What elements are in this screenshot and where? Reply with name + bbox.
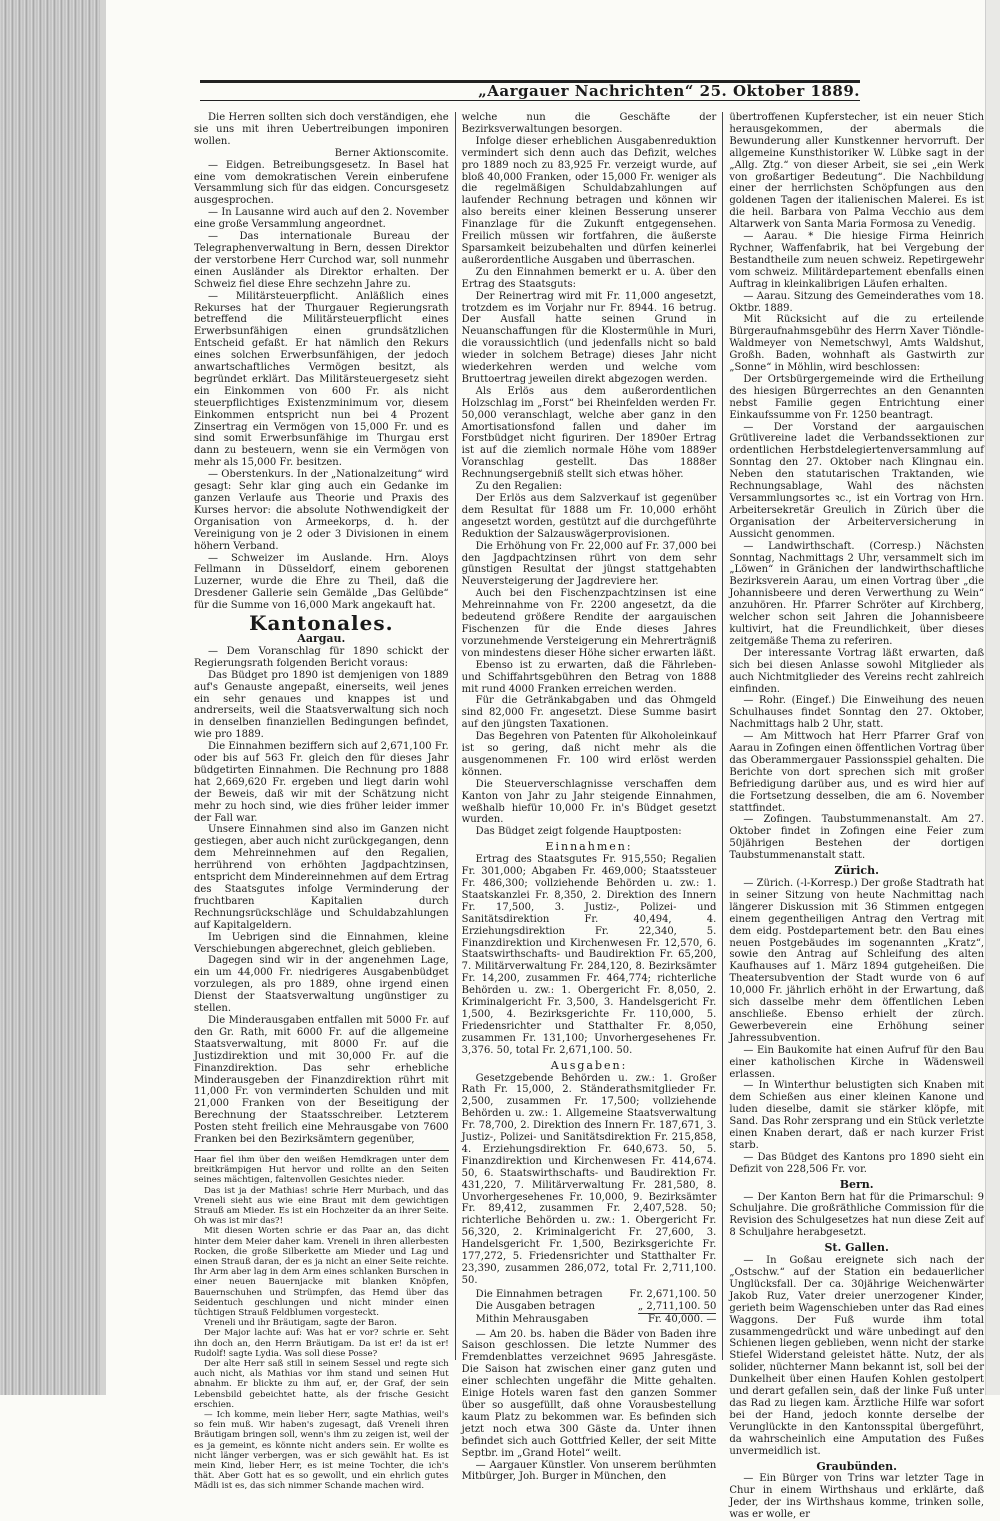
totals-label: Die Ausgaben betragen xyxy=(475,1300,595,1312)
paragraph: übertroffenen Kupferstecher, ist ein neuer Stich herausgekommen, der abermals die Bewunderung aller Kunstkenner hervorruft. Der allgemeine Kunsthistoriker W. Lübke sagt in der „Allg. Ztg.“ von dieser Arbeit, sie sei „ein Werk von großartiger Bedeutung“. Die Nachbildung einer der herrlichsten Schöpfungen aus den goldenen Tagen der italienischen Malerei. Es ist die heil. Barbara von Palma Vecchio aus dem Altarwerk von Santa Maria Formosa zu Venedig. xyxy=(729,112,985,231)
totals-value: Fr. 40,000. — xyxy=(648,1313,717,1325)
paragraph: Der interessante Vortrag läßt erwarten, daß sich bei diesen Anlasse sowohl Mitglieder als auch Nichtmitglieder des Vereins recht zahlreich einfinden. xyxy=(729,647,985,695)
masthead-rule-bottom xyxy=(200,100,860,101)
paragraph: — Zürich. (-l-Korresp.) Der große Stadtrath hat in seiner Sitzung von heute Nachmittag nach längerer Diskussion mit 36 Stimmen entgegen einem gegentheiligen Antrag den Vertrag mit dem eidg. Postdepartement betr. den Bau eines neuen Postgebäudes im sogenannten „Kratz“, sowie den Antrag auf Schleifung des alten Kaufhauses auf 1. März 1894 gutgeheißen. Die Theatersubvention der Stadt wurde von 6 auf 10,000 Fr. jährlich erhöht in der Erwartung, daß sich dasselbe mehr dem öffentlichen Leben anschließe. Ebenso erhielt der zürch. Gewerbeverein eine Erhöhung seiner Jahressubvention. xyxy=(729,878,985,1044)
heading-income: Einnahmen: xyxy=(545,840,633,854)
masthead-title: „Aargauer Nachrichten“ xyxy=(478,82,694,100)
page-edge xyxy=(985,0,1000,1395)
paragraph: Die Einnahmen beziffern sich auf 2,671,100 Fr. oder bis auf 563 Fr. gleich den für dieses Jahr büdgetirten Einnahmen. Die Rechnung pro 1888 hat 2,669,620 Fr. ergeben und liegt darin wohl der Beweis, daß wir mit der Schätzung nicht mehr zu hoch sind, wie dies früher leider immer der Fall war. xyxy=(194,741,449,824)
paragraph: Im Uebrigen sind die Einnahmen, kleine Verschiebungen abgerechnet, gleich geblieben. xyxy=(194,931,449,955)
paragraph: — Ich komme, mein lieber Herr, sagte Mathias, weil's so fein muß. Wir haben's zugesagt, daß Vreneli ihren Bräutigam bringen soll, wenn's ihm zu zeigen ist, weil der es ja gemeint, es könnte nicht anders sein. Er wollte es nicht länger verbergen, was er sich gewählt hat. Es ist mein Kind, lieber Herr, es ist meine Tochter, die ich's thät. Aber Gott hat es so gewollt, und ein ehrlich gutes Mädli ist es, das sich nimmer Schande machen wird. xyxy=(194,1410,449,1492)
paragraph: Vreneli und ihr Bräutigam, sagte der Baron. xyxy=(204,1318,397,1329)
signature: Berner Aktionscomite. xyxy=(334,147,449,159)
column-1 xyxy=(194,112,449,1492)
paragraph: Der Ortsbürgergemeinde wird die Ertheilung des hiesigen Bürgerrechtes an den Genannten nebst Familie gegen Entrichtung einer Einkaufssumme von Fr. 1250 beantragt. xyxy=(729,373,985,421)
masthead-date: 25. Oktober 1889. xyxy=(699,82,860,100)
feuilleton xyxy=(194,1155,449,1492)
masthead xyxy=(200,82,860,100)
column-rule xyxy=(455,112,456,1360)
paragraph: Ertrag des Staatsgutes Fr. 915,550; Regalien Fr. 301,000; Abgaben Fr. 469,000; Staatssteuer Fr. 486,300; vollziehende Behörden u. zw.: 1. Staatskanzlei Fr. 8,350, 2. Direktion des Innern Fr. 17,500, 3. Justiz-, Polizei- und Sanitätsdirektion Fr. 40,494, 4. Erziehungsdirektion Fr. 22,340, 5. Finanzdirektion und Kirchenwesen Fr. 12,570, 6. Staatswirthschafts- und Baudirektion Fr. 65,200, 7. Militärverwaltung Fr. 284,120, 8. Bezirksämter Fr. 14,200, zusammen Fr. 464,774; richterliche Behörden u. zw.: 1. Obergericht Fr. 8,050, 2. Kriminalgericht Fr. 3,500, 3. Handelsgericht Fr. 1,500, 4. Bezirksgerichte Fr. 110,000, 5. Friedensrichter und Statthalter Fr. 8,050, zusammen Fr. 131,100; Unvorhergesehenes Fr. 3,376. 50, total Fr. 2,671,100. 50. xyxy=(461,854,717,1056)
subsection-title: St. Gallen. xyxy=(824,1241,889,1255)
totals-row xyxy=(476,1301,717,1314)
paragraph: Gesetzgebende Behörden u. zw.: 1. Großer Rath Fr. 15,000, 2. Ständerathsmitglieder Fr. 2,500, zusammen Fr. 17,500; vollziehende Behörden u. zw.: 1. Allgemeine Staatsverwaltung Fr. 78,700, 2. Direktion des Innern Fr. 187,671, 3. Justiz-, Polizei- und Sanitätsdirektion Fr. 215,858, 4. Erziehungsdirektion Fr. 640,673. 50, 5. Finanzdirektion und Kirchenwesen Fr. 414,674. 50, 6. Staatswirthschafts- und Baudirektion Fr. 431,220, 7. Militärverwaltung Fr. 281,580, 8. Unvorhergesehenes Fr. 10,000, 9. Bezirksämter Fr. 89,412, zusammen Fr. 2,407,528. 50; richterliche Behörden u. zw.: 1. Obergericht Fr. 56,320, 2. Kriminalgericht Fr. 27,600, 3. Handelsgericht Fr. 1,500, Bezirksgerichte Fr. 177,272, 5. Friedensrichter und Statthalter Fr. 23,390, zusammen 286,072, total Fr. 2,711,100. 50. xyxy=(461,1072,717,1286)
heading-expenses: Ausgaben: xyxy=(550,1058,628,1072)
paragraph: — Ein Bürger von Trins war letzter Tage in Chur in einem Wirthshaus und erklärte, daß Jeder, der ins Wirthshaus komme, trinken solle, was er wolle, er xyxy=(729,1473,985,1521)
paragraph: Auch bei den Fischenzpachtzinsen ist eine Mehreinnahme von Fr. 2200 angesetzt, da die bedeutend größere Rendite der aargauischen Fischenzen für die Ende dieses Jahres vorzunehmende Versteigerung ein Mehrerträgniß von mindestens dieser Höhe sicher erwarten läßt. xyxy=(461,588,717,659)
column-2 xyxy=(461,112,717,1483)
paragraph: Mit Rücksicht auf die zu erteilende Bürgeraufnahmsgebühr des Herrn Xaver Tiöndle-Waldmeyer von Nemetschwyl, Amts Waldshut, Großh. Baden, wohnhaft als Gastwirth zur „Sonne“ in Möhlin, wird beschlossen: xyxy=(729,314,985,374)
totals-row xyxy=(476,1314,717,1326)
paragraph: — Landwirthschaft. (Corresp.) Nächsten Sonntag, Nachmittags 2 Uhr, versammelt sich im „Löwen“ in Gränichen der landwirthschaftliche Bezirksverein Aarau, um einen Vortrag über „die Johannisbeere und deren Verwerthung zu Wein“ anzuhören. Hr. Pfarrer Schröter auf Kirchberg, welcher schon seit Jahren die Johannisbeere kultivirt, hat die Freundlichkeit, über dieses zeitgemäße Thema zu referiren. xyxy=(729,540,985,647)
paragraph: — Ein Baukomite hat einen Aufruf für den Bau einer katholischen Kirche in Wädensweil erlassen. xyxy=(729,1044,985,1080)
totals-table xyxy=(476,1289,717,1326)
paragraph: — Eidgen. Betreibungsgesetz. In Basel hat eine vom demokratischen Verein einberufene Versammlung sich für das eidgen. Concursgesetz ausgesprochen. xyxy=(194,159,449,207)
paragraph: Das Büdget pro 1890 ist demjenigen von 1889 auf's Genauste angepaßt, einerseits, weil jenes ein sehr genaues und knappes ist und andrerseits, weil die Staatsverwaltung sich noch in denselben finanziellen Bedingungen befindet, wie pro 1889. xyxy=(194,669,449,741)
feuilleton-divider xyxy=(194,1150,449,1151)
paragraph: — In Goßau ereignete sich nach der „Ostschw.“ auf der Station ein bedauerlicher Unglücksfall. Der ca. 30jährige Weichenwärter Jakob Ruz, Vater dreier unerzogener Kinder, gerieth beim Wagenschieben unter das Rad eines Waggons. Der Fuß wurde ihm total zusammengedrückt und wäre unbedingt auf den Schienen liegen geblieben, wenn nicht der starke Stiefel Widerstand geleistet hätte. Nutz, der als solider, nüchterner Mann bekannt ist, soll bei der Dunkelheit über einen Haufen Kohlen gestolpert und derart gefallen sein, daß der linke Fuß unter das Rad zu liegen kam. Ärztliche Hilfe war sofort bei der Hand, jedoch konnte derselbe der Verunglückte in den Kantonsspital übergeführt, da wahrscheinlich eine Amputation des Fußes unvermeidlich ist. xyxy=(729,1255,985,1457)
section-title: Kantonales. xyxy=(249,611,394,636)
paragraph: — In Winterthur belustigten sich Knaben mit dem Schießen aus einer kleinen Kanone und luden dieselbe, damit sie stärker klöpfe, mit Sand. Das Rohr zersprang und ein Stück verletzte einen Knaben derart, daß er nach kurzer Frist starb. xyxy=(729,1080,985,1151)
subsection-title: Graubünden. xyxy=(816,1459,897,1473)
paragraph: — Oberstenkurs. In der „Nationalzeitung“ wird gesagt: Sehr klar ging auch ein Gedanke im ganzen Verlaufe aus Theorie und Praxis des Kurses hervor: die absolute Nothwendigkeit der Organisation von Armeekorps, d. h. der Vereinigung von je 2 oder 3 Divisionen in einem höhern Verband. xyxy=(194,469,449,552)
paragraph: — Der Vorstand der aargauischen Grütlivereine ladet die Verbandssektionen zur ordentlichen Herbstdelegiertenversammlung auf Sonntag den 27. Oktober nach Klingnau ein. Neben den statutarischen Traktanden, wie Rechnungsablage, Wahl des nächsten Versammlungsortes ꝛc., ist ein Vortrag von Hrn. Arbeitersekretär Greulich in Zürich über die Organisation der Arbeiterversicherung in Aussicht genommen. xyxy=(729,421,985,540)
article-columns xyxy=(194,112,985,1521)
paragraph: — Rohr. (Eingef.) Die Einweihung des neuen Schulhauses findet Sonntag den 27. Oktober, Nachmittags halb 2 Uhr, statt. xyxy=(729,695,985,731)
totals-value: „ 2,711,100. 50 xyxy=(638,1300,717,1312)
paragraph: Infolge dieser erheblichen Ausgabenreduktion vermindert sich denn auch das Defizit, welches pro 1889 noch zu 83,925 Fr. verzeigt wurde, auf bloß 40,000 Franken, oder 15,000 Fr. weniger als die regelmäßigen Schuldabzahlungen auf laufender Rechnung betragen und können wir also bereits einer kleinen Besserung unserer Finanzlage für die Zukunft entgegensehen. Freilich müssen wir fortfahren, die äußerste Sparsamkeit beizubehalten und dürfen keinerlei außerordentliche Ausgaben und überraschen. xyxy=(461,135,717,266)
paragraph: — Zofingen. Taubstummenanstalt. Am 27. Oktober findet in Zofingen eine Feier zum 50jährigen Bestehen der dortigen Taubstummenanstalt statt. xyxy=(729,814,985,862)
paragraph: Als Erlös aus dem außerordentlichen Holzschlag im „Forst“ bei Rheinfelden werden Fr. 50,000 veranschlagt, welche aber ganz in den Amortisationsfond fallen und daher im Forstbüdget nicht figuriren. Der 1890er Ertrag ist auf die ziemlich normale Höhe vom 1889er Voranschlag gestellt. Das 1888er Rechnungsergebniß stellt sich etwas höher. xyxy=(461,385,717,481)
paragraph: welche nun die Geschäfte der Bezirksverwaltungen besorgen. xyxy=(461,112,717,135)
book-binding xyxy=(0,0,100,1395)
paragraph: — Aarau. * Die hiesige Firma Heinrich Rychner, Waffenfabrik, hat bei Vergebung der Bestandtheile zum neuen schweiz. Repetirgewehr vom schweiz. Militärdepartement ebenfalls einen Auftrag in kleinkalibrigen Läufen erhalten. xyxy=(729,231,985,290)
paragraph: — Der Kanton Bern hat für die Primarschul: 9 Schuljahre. Die großräthliche Commission für die Revision des Schulgesetzes hat nun diese Zeit auf 8 Schuljahre herabgesetzt. xyxy=(729,1191,985,1239)
subsection-title: Aargau. xyxy=(297,631,346,645)
paragraph: Die Erhöhung von Fr. 22,000 auf Fr. 37,000 bei den Jagdpachtzinsen rührt von dem sehr günstigen Resultat der jüngst stattgehabten Neuversteigerung der Jagdreviere her. xyxy=(461,540,717,588)
paragraph: Der alte Herr saß still in seinem Sessel und regte sich auch nicht, als Mathias vor ihm stand und seinen Hut abnahm. Er blickte zu ihm auf, er, der Graf, der sein Lebensbild gebeichtet hatte, als der frische Gesicht erschien. xyxy=(194,1359,449,1410)
paragraph: — Schweizer im Auslande. Hrn. Aloys Fellmann in Düsseldorf, einem geborenen Luzerner, wurde die Ehre zu Theil, daß die Dresdener Gallerie sein Gemälde „Das Gelübde“ für die Summe von 16,000 Mark angekauft hat. xyxy=(194,552,449,612)
binding-shadow xyxy=(100,0,106,1395)
paragraph: Dagegen sind wir in der angenehmen Lage, ein um 44,000 Fr. niedrigeres Ausgabenbüdget vorzulegen, als pro 1889, ohne irgend einen Dienst der Staatsverwaltung ungünstiger zu stellen. xyxy=(194,955,449,1015)
paragraph: Unsere Einnahmen sind also im Ganzen nicht gestiegen, aber auch nicht zurückgegangen, denn dem Mehreinnehmen auf den Regalien, herrührend von erhöhten Jagdpachtzinsen, entspricht dem Mindereinnehmen auf dem Ertrag des Staatsgutes infolge Verminderung der fruchtbaren Kapitalien durch Rechnungsrückschläge und Schuldabzahlungen auf Kapitalgeldern. xyxy=(194,824,449,931)
paragraph: Die Steuerverschlagnisse verschaffen dem Kanton von Jahr zu Jahr steigende Einnahmen, weßhalb hiefür 10,000 Fr. in's Büdget gesetzt wurden. xyxy=(461,778,717,826)
paragraph: Die Minderausgaben entfallen mit 5000 Fr. auf den Gr. Rath, mit 6000 Fr. auf die allgemeine Staatsverwaltung, mit 8000 Fr. auf die Justizdirektion und mit 30,000 Fr. auf die Finanzdirektion. Das sehr erhebliche Minderausgeben der Finanzdirektion rührt mit 11,000 Fr. von verminderten Schulden und mit 21,000 Franken von der Beseitigung der Berechnung der Staatsschreiber. Letzterem Posten steht freilich eine Mehrausgabe von 7600 Franken bei den Bezirksämtern gegenüber, xyxy=(194,1014,449,1146)
newspaper-page xyxy=(110,70,985,1521)
column-3 xyxy=(729,112,985,1521)
subsection-title: Bern. xyxy=(839,1177,874,1191)
totals-label: Mithin Mehrausgaben xyxy=(475,1313,589,1325)
paragraph: — Das Büdget des Kantons pro 1890 sieht ein Defizit von 228,506 Fr. vor. xyxy=(729,1151,985,1175)
paragraph: — Das internationale Bureau der Telegraphenverwaltung in Bern, dessen Direktor der verstorbene Herr Curchod war, soll nunmehr einen Ausländer als Direktor erhalten. Der Schweiz fiel diese Ehre sechzehn Jahre zu. xyxy=(194,231,449,290)
paragraph: — In Lausanne wird auch auf den 2. November eine große Versammlung angeordnet. xyxy=(194,207,449,231)
paragraph: — Militärsteuerpflicht. Anläßlich eines Rekurses hat der Thurgauer Regierungsrath betreffend die Militärsteuerpflicht eines Erwerbsunfähigen einen grundsätzlichen Entscheid gefaßt. Er hat nämlich den Rekurs eines solchen Erwerbsunfähigen, der jedoch anwartschaftliches Vermögen besitzt, als begründet erklärt. Das Militärsteuergesetz sieht ein Einkommen von 600 Fr. als nicht steuerpflichtiges Existenzminimum vor, diesem Einkommen entspricht nun bei 4 Prozent Zinsertrag ein Vermögen von 15,000 Fr. und es sind somit Erwerbsunfähige im Thurgau erst dann zu besteuern, wenn sie ein Vermögen von mehr als 15,000 Fr. besitzen. xyxy=(194,290,449,469)
paragraph: Der Major lachte auf: Was hat er vor? schrie er. Seht ihn doch an, den Herrn Bräutigam. Da ist er! da ist er! Rudolf! sagte Lydia. Was soll diese Posse? xyxy=(194,1328,449,1359)
paragraph: Das Begehren von Patenten für Alkoholeinkauf ist so gering, daß nicht mehr als die ausgenommenen Fr. 100 wird erlöst werden können. xyxy=(461,731,717,778)
paragraph: Der Erlös aus dem Salzverkauf ist gegenüber dem Resultat für 1888 um Fr. 10,000 erhöht angesetzt worden, gestützt auf die durchgeführte Reduktion der Salzauswägerprovisionen. xyxy=(461,493,717,540)
paragraph: Das Büdget zeigt folgende Hauptposten: xyxy=(475,826,682,838)
paragraph: — Dem Voranschlag für 1890 schickt der Regierungsrath folgenden Bericht voraus: xyxy=(194,645,449,669)
totals-row xyxy=(476,1289,717,1301)
column-rule xyxy=(722,112,723,1360)
paragraph: Ebenso ist zu erwarten, daß die Fährleben- und Schiffahrtsgebühren den Betrag von 1888 mit rund 4000 Franken erreichen werden. xyxy=(461,659,717,695)
paragraph: Für die Getränkabgaben und das Ohmgeld sind 82,000 Fr. angesetzt. Diese Summe basirt auf den jüngsten Taxationen. xyxy=(461,695,717,731)
paragraph: Das ist ja der Mathias! schrie Herr Murbach, und das Vreneli sieht aus wie eine Braut mit dem gewichtigen Strauß am Mieder. Es ist ein Hochzeiter da an ihrer Seite. Oh was ist mir das?! xyxy=(194,1185,449,1227)
paragraph: — Aarau. Sitzung des Gemeinderathes vom 18. Oktbr. 1889. xyxy=(729,290,985,314)
paragraph: Die Herren sollten sich doch verständigen, ehe sie uns mit ihren Uebertreibungen imponiren wollen. xyxy=(194,112,449,147)
paragraph: Mit diesen Worten schrie er das Paar an, das dicht hinter dem Meier daher kam. Vreneli in ihren allerbesten Rocken, die große Silberkette am Mieder und Lag und einen Strauß daran, der es ja nicht an einer Seite reichte. Ihr Arm aber lag in dem Arm eines schlanken Burschen in einer neuen Bauernjacke mit blanken Knöpfen, Bauernschuhen und Strümpfen, das Hemd über das Seidentuch geschlungen und nicht minder einen tüchtigen Strauß Feldblumen vorgesteckt. xyxy=(194,1226,449,1318)
paragraph: — Aargauer Künstler. Von unserem berühmten Mitbürger, Joh. Burger in München, den xyxy=(461,1459,717,1483)
totals-value: Fr. 2,671,100. 50 xyxy=(629,1288,717,1300)
paragraph: — Am 20. bs. haben die Bäder von Baden ihre Saison geschlossen. Die letzte Nummer des Fremdenblattes verzeichnet 9695 Jahresgäste. Die Saison hat zwischen einer ganz guten und einer schlechten ungefähr die Mitte gehalten. Einige Hotels waren fast den ganzen Sommer über so ausgefüllt, daß ohne Vorausbestellung kaum Platz zu bekommen war. Es befinden sich jetzt noch etwa 300 Gäste da. Unter ihnen befindet sich auch Gottfried Keller, der seit Mitte Septbr. im „Grand Hotel“ weilt. xyxy=(461,1328,717,1459)
paragraph: Zu den Regalien: xyxy=(475,481,563,493)
paragraph: — Am Mittwoch hat Herr Pfarrer Graf von Aarau in Zofingen einen öffentlichen Vortrag über das Oberammergauer Passionsspiel gehalten. Die Berichte von dort sprechen sich mit großer Befriedigung darüber aus, und es wird hier auf die Fortsetzung desselben, die am 6. November stattfindet. xyxy=(729,731,985,814)
subsection-title: Zürich. xyxy=(834,864,879,878)
totals-label: Die Einnahmen betragen xyxy=(475,1288,603,1300)
paragraph: Der Reinertrag wird mit Fr. 11,000 angesetzt, trotzdem es im Vorjahr nur Fr. 8944. 16 betrug. Der Ausfall hatte seinen Grund in Neuanschaffungen für die Klostermühle in Muri, die voraussichtlich (und jedenfalls nicht so bald wieder in solchem Betrage) dieses Jahr nicht wiederkehren werden und welche vom Bruttoertrag jeweilen direkt abgezogen werden. xyxy=(461,290,717,385)
paragraph: Haar fiel ihm über den weißen Hemdkragen unter dem breitkrämpigen Hut hervor und rollte an den Seiten seines mächtigen, faltenvollen Gesichtes nieder. xyxy=(194,1154,449,1186)
paragraph: Zu den Einnahmen bemerkt er u. A. über den Ertrag des Staatsguts: xyxy=(461,266,717,290)
